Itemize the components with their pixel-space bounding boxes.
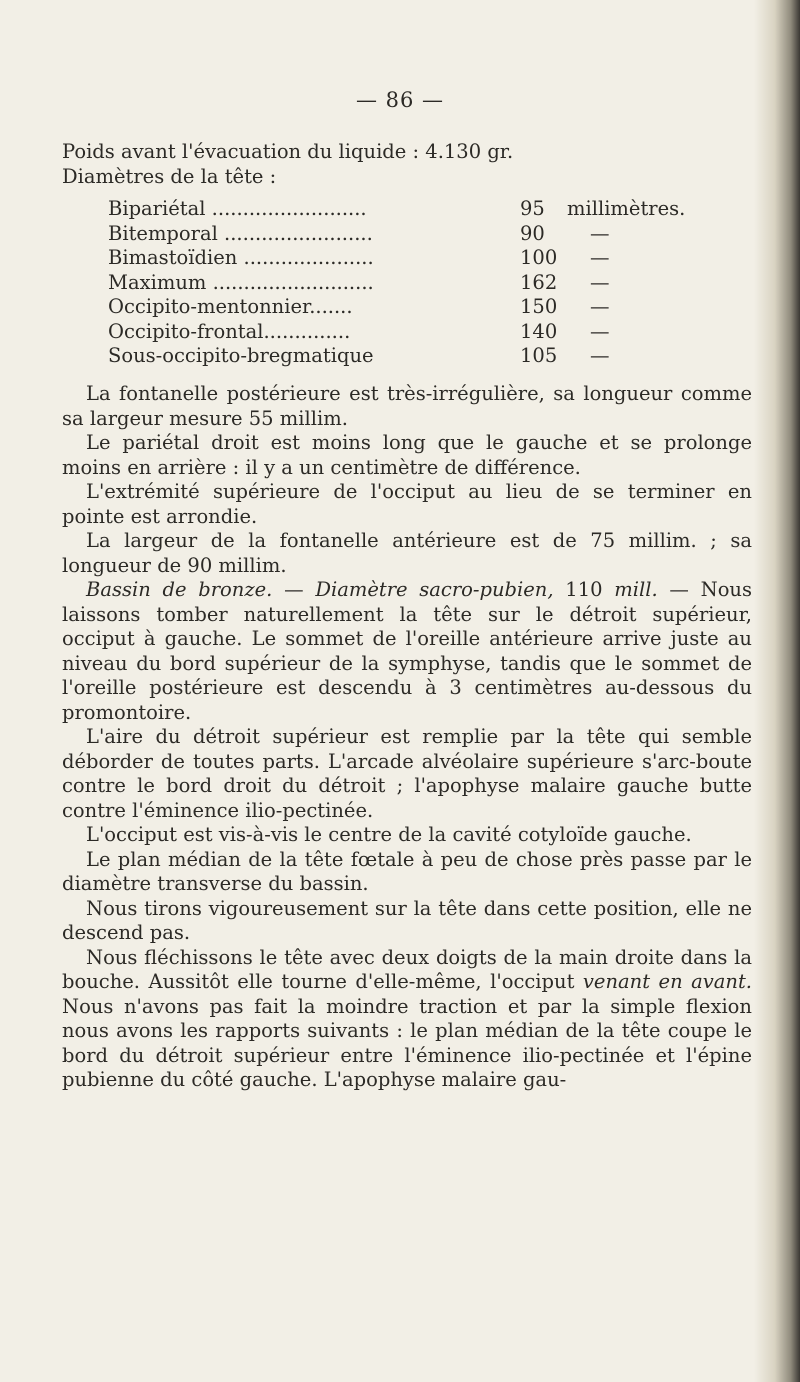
measurement-label: Bitemporal ........................ [108, 221, 373, 245]
measurement-value: 90 [520, 221, 545, 245]
paragraph [62, 823, 752, 848]
page-number: — 86 — [355, 88, 445, 112]
measurement-label: Bimastoïdien ..................... [108, 246, 374, 269]
measurement-value: 100 [520, 246, 558, 269]
paragraph-text: La fontanelle postérieure est très-irrégulière, sa longueur comme sa largeur mesure 55 millim. [62, 382, 752, 430]
measurement-value: 140 [520, 319, 558, 343]
paragraph-text: Nous tirons vigoureusement sur la tête dans cette position, elle ne descend pas. [62, 896, 752, 944]
diameter-unit: mill. [614, 578, 658, 601]
measurement-value: 95 [520, 197, 545, 220]
intro-block [62, 140, 752, 189]
ditto-dash: — [590, 270, 610, 294]
section-title: Bassin de bronze. [86, 578, 273, 601]
ditto-dash: — [590, 319, 610, 343]
paragraph [62, 529, 752, 578]
paragraph-text: L'occiput est vis-à-vis le centre de la cavité cotyloïde gauche. [86, 823, 692, 846]
paragraph-text: Nous fléchissons le tête avec deux doigts de la main droite dans la bouche. Aussitôt elle tourne d'elle-même, l'occiput [62, 945, 752, 993]
weight-line: Poids avant l'évacuation du liquide : 4.130 gr. [62, 140, 514, 163]
paragraph [62, 946, 752, 1093]
paragraph-text: Le pariétal droit est moins long que le gauche et se prolonge moins en arrière : il y a un centimètre de différence. [62, 431, 752, 479]
separator: — [272, 578, 316, 601]
measurement-value: 150 [520, 295, 558, 318]
paragraph [62, 578, 752, 725]
paragraph [62, 848, 752, 897]
paragraph [62, 382, 752, 431]
page-edge-shadow [754, 0, 800, 1382]
paragraph [62, 725, 752, 823]
measurement-label: Occipito-frontal.............. [108, 319, 351, 343]
emphasis: venant en avant. [582, 970, 752, 993]
diameter-label: Diamètre sacro-pubien, [315, 578, 554, 601]
paragraph-text: L'extrémité supérieure de l'occiput au lieu de se terminer en pointe est arrondie. [62, 480, 752, 528]
measurement-label: Sous-occipito-bregmatique [108, 344, 374, 367]
diameter-value: 110 [553, 578, 615, 601]
paragraph [62, 431, 752, 480]
paragraph [62, 897, 752, 946]
paragraph-text: La largeur de la fontanelle antérieure est de 75 millim. ; sa longueur de 90 millim. [62, 529, 752, 577]
measurement-label: Maximum .......................... [108, 270, 374, 294]
ditto-dash: — [590, 295, 610, 318]
measurement-value: 162 [520, 270, 558, 294]
ditto-dash: — [590, 246, 610, 269]
paragraph-text: Le plan médian de la tête fœtale à peu de chose près passe par le diamètre transverse du bassin. [62, 847, 752, 895]
measurement-label: Occipito-mentonnier....... [108, 295, 353, 318]
ditto-dash: — [590, 221, 610, 245]
diameters-heading: Diamètres de la tête : [62, 164, 277, 188]
body-text [62, 382, 752, 1093]
measurement-label: Bipariétal ......................... [108, 197, 367, 220]
paragraph-text: L'aire du détroit supérieur est remplie par la tête qui semble déborder de toutes parts. L'arcade alvéolaire supérieure s'arc-boute contre le bord droit du détroit ; l'apophyse malaire gauche butte contre l'éminence ilio-pectinée. [62, 725, 752, 822]
paragraph [62, 480, 752, 529]
measurement-value: 105 [520, 344, 558, 367]
measurement-unit: millimètres. [567, 197, 686, 220]
paragraph-text: — Nous laissons tomber naturellement la tête sur le détroit supérieur, occiput à gauche. Le sommet de l'oreille antérieure arrive juste au niveau du bord supérieur de la symphyse, tandis que le sommet de l'oreille postérieure est descendu à 3 centimètres au-dessous du promontoire. [62, 578, 753, 724]
ditto-dash: — [590, 344, 610, 367]
paragraph-text: Nous n'avons pas fait la moindre traction et par la simple flexion nous avons les rapports suivants : le plan médian de la tête coupe le bord du détroit supérieur entre l'éminence ilio-pectinée et l'épine pubienne du côté gauche. L'apophyse malaire gau- [62, 994, 752, 1091]
